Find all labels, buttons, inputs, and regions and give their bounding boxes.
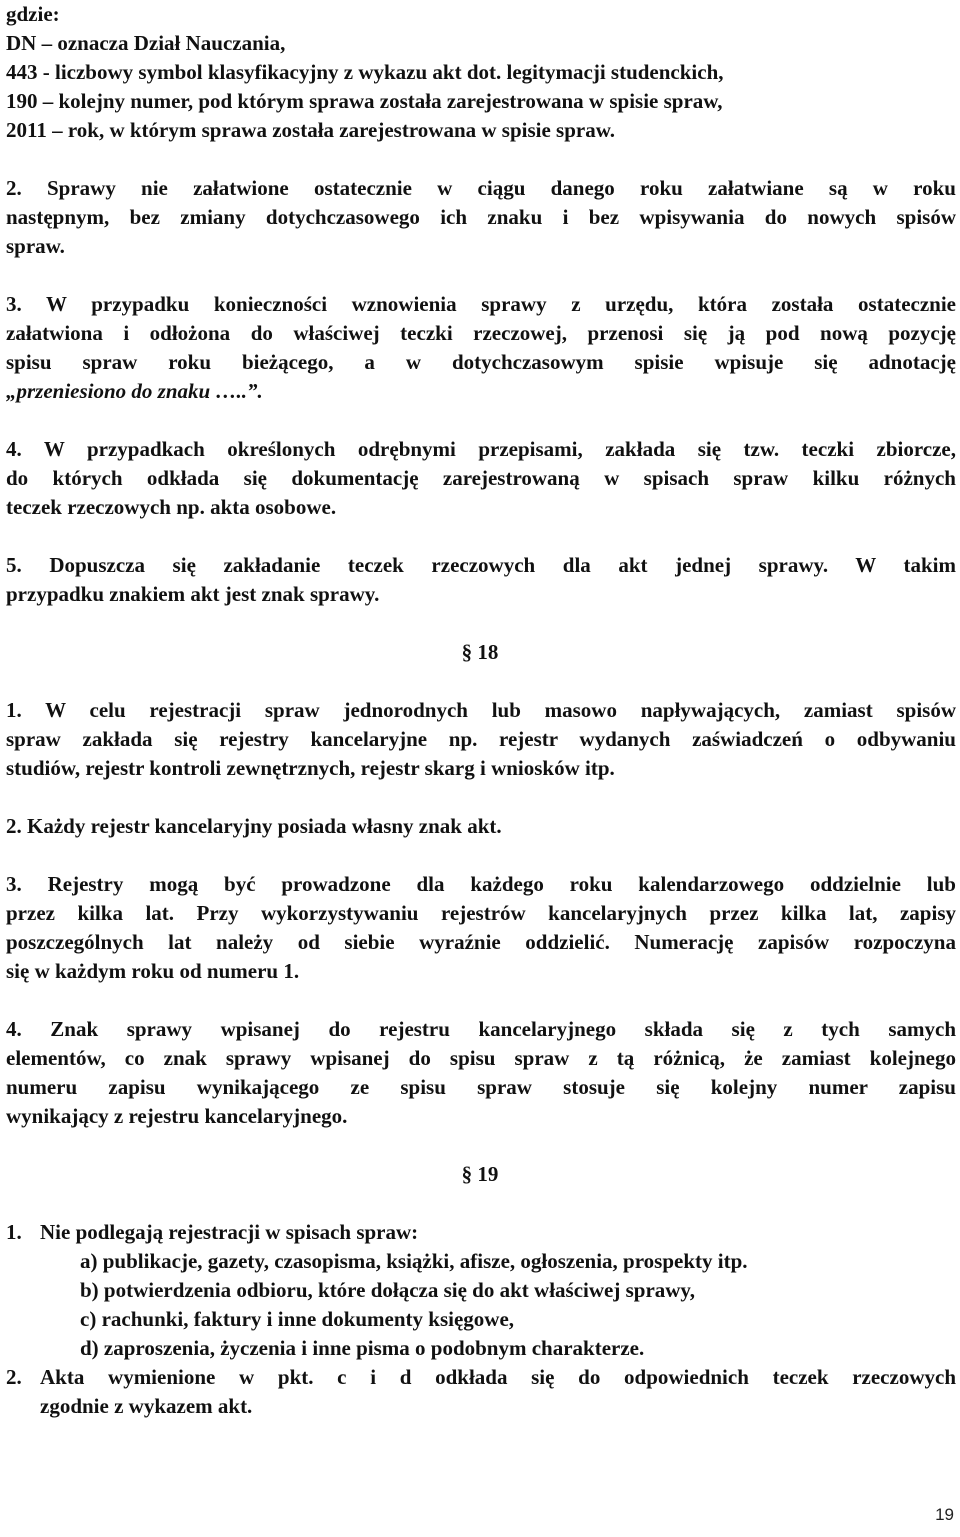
paragraph-4 bbox=[6, 435, 956, 522]
paragraph-line: wynikający z rejestru kancelaryjnego. bbox=[6, 1104, 348, 1128]
list-item-continuation: zgodnie z wykazem akt. bbox=[40, 1394, 253, 1418]
intro-line: 2011 – rok, w którym sprawa została zarejestrowana w spisie spraw. bbox=[6, 118, 615, 142]
list-item-text: Nie podlegają rejestracji w spisach spraw: bbox=[40, 1220, 419, 1244]
list-item-number: 1. bbox=[6, 1220, 22, 1244]
paragraph-line: 2. Sprawy nie załatwione ostatecznie w ciągu danego roku załatwiane są w roku bbox=[6, 176, 956, 200]
paragraph-3 bbox=[6, 290, 956, 406]
section-heading-text: § 19 bbox=[461, 1162, 499, 1186]
paragraph-line: przez kilka lat. Przy wykorzystywaniu rejestrów kancelaryjnych przez kilka lat, zapisy bbox=[6, 901, 956, 925]
paragraph-line-italic: „przeniesiono do znaku …..”. bbox=[6, 379, 263, 403]
section-19-item-1 bbox=[6, 1218, 956, 1363]
section-18-point-4 bbox=[6, 1015, 956, 1131]
paragraph-line: się w każdym roku od numeru 1. bbox=[6, 959, 300, 983]
paragraph-line: załatwiona i odłożona do właściwej teczki rzeczowej, przenosi się ją pod nową pozycję bbox=[6, 321, 956, 345]
section-19-heading bbox=[0, 1160, 960, 1189]
intro-line: 443 - liczbowy symbol klasyfikacyjny z wykazu akt dot. legitymacji studenckich, bbox=[6, 60, 724, 84]
intro-line: DN – oznacza Dział Nauczania, bbox=[6, 31, 286, 55]
paragraph-line: spraw zakłada się rejestry kancelaryjne np. rejestr wydanych zaświadczeń o odbywaniu bbox=[6, 727, 956, 751]
list-item-line bbox=[6, 1218, 956, 1247]
paragraph-line: przypadku znakiem akt jest znak sprawy. bbox=[6, 582, 380, 606]
paragraph-line: 4. W przypadkach określonych odrębnymi przepisami, zakłada się tzw. teczki zbiorcze, bbox=[6, 437, 956, 461]
paragraph-line: teczek rzeczowych np. akta osobowe. bbox=[6, 495, 337, 519]
section-18-point-2 bbox=[6, 812, 956, 841]
paragraph-line: 2. Każdy rejestr kancelaryjny posiada własny znak akt. bbox=[6, 814, 502, 838]
paragraph-line: następnym, bez zmiany dotychczasowego ich znaku i bez wpisywania do nowych spisów bbox=[6, 205, 956, 229]
sub-item: b) potwierdzenia odbioru, które dołącza się do akt właściwej sprawy, bbox=[80, 1278, 696, 1302]
paragraph-line: spraw. bbox=[6, 234, 65, 258]
section-18-point-3 bbox=[6, 870, 956, 986]
sub-item: d) zaproszenia, życzenia i inne pisma o podobnym charakterze. bbox=[80, 1336, 645, 1360]
paragraph-line: 4. Znak sprawy wpisanej do rejestru kancelaryjnego składa się z tych samych bbox=[6, 1017, 956, 1041]
list-item-number: 2. bbox=[6, 1365, 22, 1389]
sub-item: a) publikacje, gazety, czasopisma, książki, afisze, ogłoszenia, prospekty itp. bbox=[80, 1249, 748, 1273]
paragraph-5 bbox=[6, 551, 956, 609]
page-number: 19 bbox=[935, 1505, 954, 1524]
section-19-item-2 bbox=[6, 1363, 956, 1421]
paragraph-line: 1. W celu rejestracji spraw jednorodnych lub masowo napływających, zamiast spisów bbox=[6, 698, 956, 722]
paragraph-line: elementów, co znak sprawy wpisanej do spisu spraw z tą różnicą, że zamiast kolejnego bbox=[6, 1046, 956, 1070]
intro-block bbox=[6, 0, 956, 145]
paragraph-line: studiów, rejestr kontroli zewnętrznych, rejestr skarg i wniosków itp. bbox=[6, 756, 615, 780]
document-page bbox=[6, 0, 956, 1421]
paragraph-line: 5. Dopuszcza się zakładanie teczek rzeczowych dla akt jednej sprawy. W takim bbox=[6, 553, 956, 577]
section-heading-text: § 18 bbox=[461, 640, 499, 664]
section-18-heading bbox=[0, 638, 960, 667]
paragraph-line: spisu spraw roku bieżącego, a w dotychczasowym spisie wpisuje się adnotację bbox=[6, 350, 956, 374]
paragraph-2 bbox=[6, 174, 956, 261]
paragraph-line: numeru zapisu wynikającego ze spisu spraw stosuje się kolejny numer zapisu bbox=[6, 1075, 956, 1099]
paragraph-line: 3. Rejestry mogą być prowadzone dla każdego roku kalendarzowego oddzielnie lub bbox=[6, 872, 956, 896]
paragraph-line: do których odkłada się dokumentację zarejestrowaną w spisach spraw kilku różnych bbox=[6, 466, 956, 490]
section-18-point-1 bbox=[6, 696, 956, 783]
intro-line: 190 – kolejny numer, pod którym sprawa została zarejestrowana w spisie spraw, bbox=[6, 89, 723, 113]
list-item-line bbox=[6, 1363, 956, 1392]
intro-label: gdzie: bbox=[6, 2, 60, 26]
paragraph-line: 3. W przypadku konieczności wznowienia sprawy z urzędu, która została ostatecznie bbox=[6, 292, 956, 316]
paragraph-line: poszczególnych lat należy od siebie wyraźnie oddzielić. Numerację zapisów rozpoczyna bbox=[6, 930, 956, 954]
list-item-text: Akta wymienione w pkt. c i d odkłada się do odpowiednich teczek rzeczowych bbox=[40, 1365, 956, 1389]
sub-item: c) rachunki, faktury i inne dokumenty księgowe, bbox=[80, 1307, 515, 1331]
